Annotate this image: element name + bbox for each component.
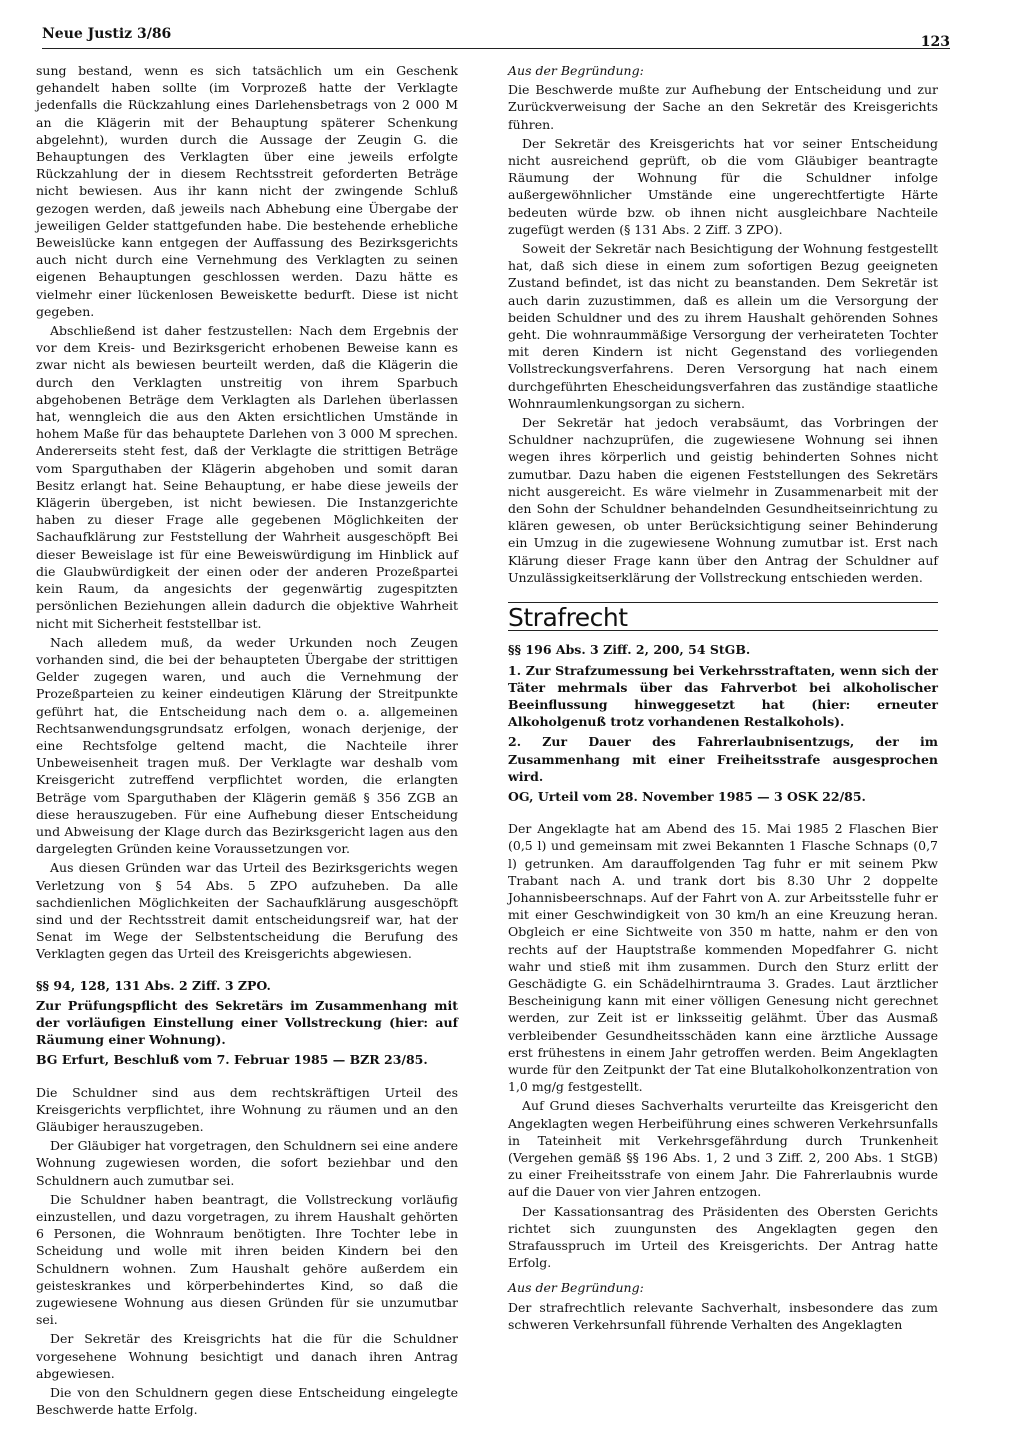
case-summary: Zur Prüfungspflicht des Sekretärs im Zusammenhang mit der vorläufigen Einstellung einer Vollstreckung (hier: auf Räumung einer Wohnung). [36,997,458,1048]
paragraph: Aus diesen Gründen war das Urteil des Bezirksgerichts wegen Verletzung von § 54 Abs. 5 ZPO aufzuheben. Da alle sachdienlichen Möglichkeiten der Sachaufklärung ausgeschöpft sind und der Rechtsstreit damit entscheidungsreif war, hat der Senat im Wege der Selbstentscheidung die Berufung des Verklagten gegen das Urteil des Kreisgerichts abgewiesen. [36,860,458,962]
case-court: OG, Urteil vom 28. November 1985 — 3 OSK 22/85. [508,788,866,804]
paragraph: sung bestand, wenn es sich tatsächlich um ein Geschenk gehandelt haben sollte (im Vorprozeß hatte der Verklagte jedenfalls die Rückzahlung eines Darlehensbetrags von 2 000 M an die Klägerin mit der Behauptung späterer Schenkung abgelehnt), wurden durch die Aussage der Zeugin G. die Behauptungen des Verklagten über eine jeweils erfolgte Rückzahlung der in diesem Rechtsstreit geforderten Beträge nicht bewiesen. Aus ihr kann nicht der zwingende Schluß gezogen werden, daß jeweils nach Abhebung eine Übergabe der jeweiligen Gelder stattgefunden habe. Die bestehende erhebliche Beweislücke kann entgegen der Auffassung des Bezirksgerichts auch nicht durch eine Vernehmung des Verklagten zu seinen eigenen Behauptungen geschlossen werden. Dazu hätte es vielmehr einer lückenlosen Beweiskette bedurft. Diese ist nicht gegeben. [36,63,458,319]
spacer [36,1072,458,1084]
paragraph: Die Beschwerde mußte zur Aufhebung der Entscheidung und zur Zurückverweisung der Sache an den Sekretär des Kreisgerichts führen. [508,82,938,132]
paragraph: Die Schuldner sind aus dem rechtskräftigen Urteil des Kreisgerichts verpflichtet, ihre Wohnung zu räumen und an den Gläubiger herauszugeben. [36,1084,458,1134]
subheading: Aus der Begründung: [508,63,644,78]
paragraph: Der Sekretär hat jedoch verabsäumt, das Vorbringen der Schuldner nachzuprüfen, die zugewiesene Wohnung sei ihnen wegen ihres körperlich und geistig behinderten Sohnes nicht zumutbar. Dazu haben die eigenen Feststellungen des Sekretärs nicht ausgereicht. Es wäre vielmehr in Zusammenarbeit mit der den Sohn der Schuldner behandelnden Gesundheitseinrichtung zu klären gewesen, ob unter Berücksichtigung seiner Behinderung ein Umzug in die zugewiesene Wohnung zumutbar ist. Erst nach Klärung dieser Frage kann über den Antrag der Schuldner auf Unzulässigkeitserklärung der Vollstreckung entschieden werden. [508,415,938,585]
paragraph: Der Angeklagte hat am Abend des 15. Mai 1985 2 Flaschen Bier (0,5 l) und gemeinsam mit zwei Bekannten 1 Flasche Schnaps (0,7 l) getrunken. Am darauffolgenden Tag fuhr er mit seinem Pkw Trabant nach A. und trank dort bis 8.30 Uhr 2 doppelte Johannisbeerschnaps. Auf der Fahrt von A. zur Arbeitsstelle fuhr er mit einer Geschwindigkeit von 30 km/h an eine Kreuzung heran. Obgleich er eine Sichtweite von 350 m hatte, nahm er den von rechts auf der Hauptstraße kommenden Mopedfahrer G. nicht wahr und stieß mit ihm zusammen. Durch den Sturz erlitt der Geschädigte G. ein Schädelhirntrauma 3. Grades. Laut ärztlicher Bescheinigung kann mit einer völligen Genesung nicht gerechnet werden, zur Zeit ist er linksseitig gelähmt. Über das Ausmaß verbleibender Gesundheitsschäden kann eine ärztliche Aussage erst frühestens in einem Jahr getroffen werden. Beim Angeklagten wurde für den Zeitpunkt der Tat eine Blutalkoholkonzentration von 1,0 mg/g festgestellt. [508,821,938,1095]
journal-title: Neue Justiz 3/86 [42,26,172,42]
case-law-reference: §§ 196 Abs. 3 Ziff. 2, 200, 54 StGB. [508,642,751,658]
spacer [36,965,458,977]
case-summary: 2. Zur Dauer des Fahrerlaubnisentzugs, der im Zusammenhang mit einer Freiheitsstrafe ausgesprochen wird. [508,734,938,784]
subheading: Aus der Begründung: [508,1280,644,1296]
paragraph: Der strafrechtlich relevante Sachverhalt, insbesondere das zum schweren Verkehrsunfall führende Verhalten des Angeklagten [508,1299,938,1332]
section-title: Strafrecht [508,609,938,631]
case-court: BG Erfurt, Beschluß vom 7. Februar 1985 — BZR 23/85. [36,1052,428,1068]
paragraph: Der Sekretär des Kreisgerichts hat vor seiner Entscheidung nicht ausreichend geprüft, ob die vom Gläubiger beantragte Räumung der Wohnung für die Schuldner infolge außergewöhnlicher Umstände eine ungerechtfertigte Härte bedeuten würde bzw. ob ihnen nicht ausgleichbare Nachteile zugefügt werden (§ 131 Abs. 2 Ziff. 3 ZPO). [508,135,938,237]
left-column [36,62,458,1420]
header-rule [42,48,950,49]
page-header [42,22,950,50]
paragraph: Der Sekretär des Kreisgrichts hat die für die Schuldner vorgesehene Wohnung besichtigt und danach ihren Antrag abgewiesen. [36,1331,458,1381]
spacer [508,808,938,820]
paragraph: Abschließend ist daher festzustellen: Nach dem Ergebnis der vor dem Kreis- und Bezirksgericht erhobenen Beweise kann es zwar nicht als bewiesen beurteilt werden, daß die Klägerin die durch den Verklagten unstreitig von ihrem Sparbuch abgehobenen Beträge dem Verklagten als Darlehen überlassen hat, wenngleich die aus den Akten ersichtlichen Umstände in hohem Maße für das behauptete Darlehen von 3 000 M sprechen. Andererseits steht fest, daß der Verklagte die strittigen Beträge vom Sparguthaben der Klägerin abgehoben und somit daran Besitz erlangt hat. Seine Behauptung, er habe diese jeweils der Klägerin übergeben, ist nicht bewiesen. Die Instanzgerichte haben zu dieser Frage alle gegebenen Möglichkeiten der Sachaufklärung zur Feststellung der Wahrheit ausgeschöpft Bei dieser Beweislage ist für eine Beweiswürdigung im Hinblick auf die Glaubwürdigkeit der einen oder der anderen Prozeßpartei kein Raum, da angesichts der gegenwärtig zugespitzten persönlichen Beziehungen allein dadurch die objektive Wahrheit nicht mit Sicherheit feststellbar ist. [36,323,458,631]
case-law-reference: §§ 94, 128, 131 Abs. 2 Ziff. 3 ZPO. [36,977,271,993]
paragraph: Die von den Schuldnern gegen diese Entscheidung eingelegte Beschwerde hatte Erfolg. [36,1385,458,1418]
paragraph: Der Gläubiger hat vorgetragen, den Schuldnern sei eine andere Wohnung zugewiesen worden, die sofort beziehbar und den Schuldnern auch zumutbar sei. [36,1138,458,1188]
right-column [508,62,938,1335]
paragraph: Der Kassationsantrag des Präsidenten des Obersten Gerichts richtet sich zuungunsten des Angeklagten gegen den Strafausspruch im Urteil des Kreisgerichts. Der Antrag hatte Erfolg. [508,1203,938,1271]
section-divider [508,602,938,631]
case-summary: 1. Zur Strafzumessung bei Verkehrsstraftaten, wenn sich der Täter mehrmals über das Fahrverbot bei alkoholischer Beeinflussung hinweggesetzt hat (hier: erneuter Alkoholgenuß trotz vorhandenen Restalkohols). [508,662,938,730]
page-number: 123 [920,34,950,50]
paragraph: Auf Grund dieses Sachverhalts verurteilte das Kreisgericht den Angeklagten wegen Herbeiführung eines schweren Verkehrsunfalls in Tateinheit mit Verkehrsgefährdung durch Trunkenheit (Vergehen gemäß §§ 196 Abs. 1, 2 und 3 Ziff. 2, 200 Abs. 1 StGB) zu einer Freiheitsstrafe von einem Jahr. Die Fahrerlaubnis wurde auf die Dauer von vier Jahren entzogen. [508,1098,938,1200]
paragraph: Nach alledem muß, da weder Urkunden noch Zeugen vorhanden sind, die bei der behaupteten Übergabe der strittigen Gelder zugegen waren, und auch die Vernehmung der Prozeßparteien zu keiner eindeutigen Klärung der Streitpunkte geführt hat, die Entscheidung nach dem o. a. allgemeinen Rechtsanwendungsgrundsatz erfolgen, wonach derjenige, der eine Rechtsfolge geltend macht, die Nachteile ihrer Unbeweisenheit tragen muß. Der Verklagte war deshalb vom Kreisgericht zutreffend verpflichtet worden, die erlangten Beträge vom Sparguthaben der Klägerin gemäß § 356 ZGB an diese herauszugeben. Für eine Aufhebung dieser Entscheidung und Abweisung der Klage durch das Bezirksgericht lagen aus den dargelegten Gründen keine Voraussetzungen vor. [36,634,458,857]
paragraph: Soweit der Sekretär nach Besichtigung der Wohnung festgestellt hat, daß sich diese in einem zum sofortigen Bezug geeigneten Zustand befindet, ist das nicht zu beanstanden. Dem Sekretär ist auch darin zuzustimmen, daß es allein um die Versorgung der beiden Schuldner und des zu ihrem Haushalt gehörenden Sohnes geht. Die wohnraummäßige Versorgung der verheirateten Tochter mit deren Kindern ist nicht Gegenstand des vorliegenden Vollstreckungsverfahrens. Deren Versorgung hat nach einem durchgeführten Ehescheidungsverfahren das zuständige staatliche Wohnraumlenkungsorgan zu sichern. [508,241,938,411]
paragraph: Die Schuldner haben beantragt, die Vollstreckung vorläufig einzustellen, und dazu vorgetragen, zu ihrem Haushalt gehörten 6 Personen, die Wohnraum benötigten. Ihre Tochter lebe in Scheidung und wolle mit ihren beiden Kindern bei den Schuldnern wohnen. Zum Haushalt gehöre außerdem ein geisteskrankes und körperbehindertes Kind, so daß die zugewiesene Wohnung aus diesen Gründen für sie unzumutbar sei. [36,1191,458,1328]
